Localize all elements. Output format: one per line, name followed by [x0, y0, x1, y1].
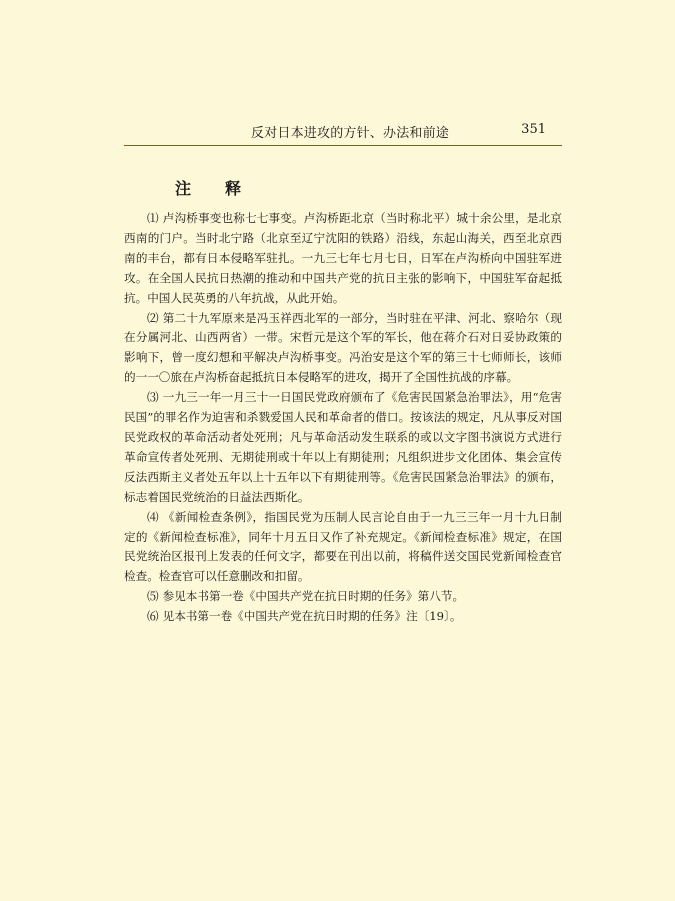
note-number: ⑹: [147, 609, 159, 624]
page-number: 351: [521, 122, 546, 137]
note-number: ⑸: [147, 589, 159, 604]
note-text: 第二十九军原来是冯玉祥西北军的一部分，当时驻在平津、河北、察哈尔（现在分属河北、山西两省）一带。宋哲元是这个军的军长，他在蒋介石对日妥协政策的影响下，曾一度幻想和平解决卢沟桥事变。冯治安是这个军的第三十七师师长，该师的一一〇旅在卢沟桥奋起抵抗日本侵略军的进攻，揭开了全国性抗战的序幕。: [124, 310, 562, 385]
note-text: 《新闻检查条例》，指国民党为压制人民言论自由于一九三三年一月十九日制定的《新闻检查标准》，同年十月五日又作了补充规定。《新闻检查标准》规定，在国民党统治区报刊上发表的任何文字，都要在刊出以前，将稿件送交国民党新闻检查官检查。检查官可以任意删改和扣留。: [124, 509, 562, 584]
note-number: ⑷: [147, 509, 159, 524]
note-number: ⑶: [147, 390, 159, 405]
note-item: [124, 209, 562, 309]
header-title: 反对日本进攻的方针、办法和前途: [251, 126, 450, 141]
note-item: [124, 508, 562, 588]
note-text: 卢沟桥事变也称七七事变。卢沟桥距北京（当时称北平）城十余公里，是北京西南的门户。当时北宁路（北京至辽宁沈阳的铁路）沿线，东起山海关，西至北京西南的丰台，都有日本侵略军驻扎。一九三七年七月七日，日军在卢沟桥向中国驻军进攻。在全国人民抗日热潮的推动和中国共产党的抗日主张的影响下，中国驻军奋起抵抗。中国人民英勇的八年抗战，从此开始。: [124, 211, 562, 305]
note-item: [124, 388, 562, 507]
running-header: [124, 122, 562, 144]
note-text: 参见本书第一卷《中国共产党在抗日时期的任务》第八节。: [162, 589, 465, 604]
note-item: [124, 587, 562, 607]
note-item: [124, 607, 562, 627]
note-text: 见本书第一卷《中国共产党在抗日时期的任务》注〔19〕。: [162, 609, 462, 624]
section-title: 注释: [175, 179, 276, 198]
note-text: 一九三一年一月三十一日国民党政府颁布了《危害民国紧急治罪法》，用“危害民国”的罪名作为迫害和杀戮爱国人民和革命者的借口。按该法的规定，凡从事反对国民党政权的革命活动者处死刑；凡与革命活动发生联系的或以文字图书演说方式进行革命宣传者处死刑、无期徒刑或十年以上有期徒刑；凡组织进步文化团体、集会宣传反法西斯主义者处五年以上十五年以下有期徒刑等。《危害民国紧急治罪法》的颁布，标志着国民党统治的日益法西斯化。: [124, 390, 562, 504]
notes-list: [124, 209, 562, 627]
header-rule: [124, 145, 562, 146]
note-item: [124, 309, 562, 389]
note-number: ⑴: [147, 211, 159, 225]
note-number: ⑵: [147, 310, 159, 325]
